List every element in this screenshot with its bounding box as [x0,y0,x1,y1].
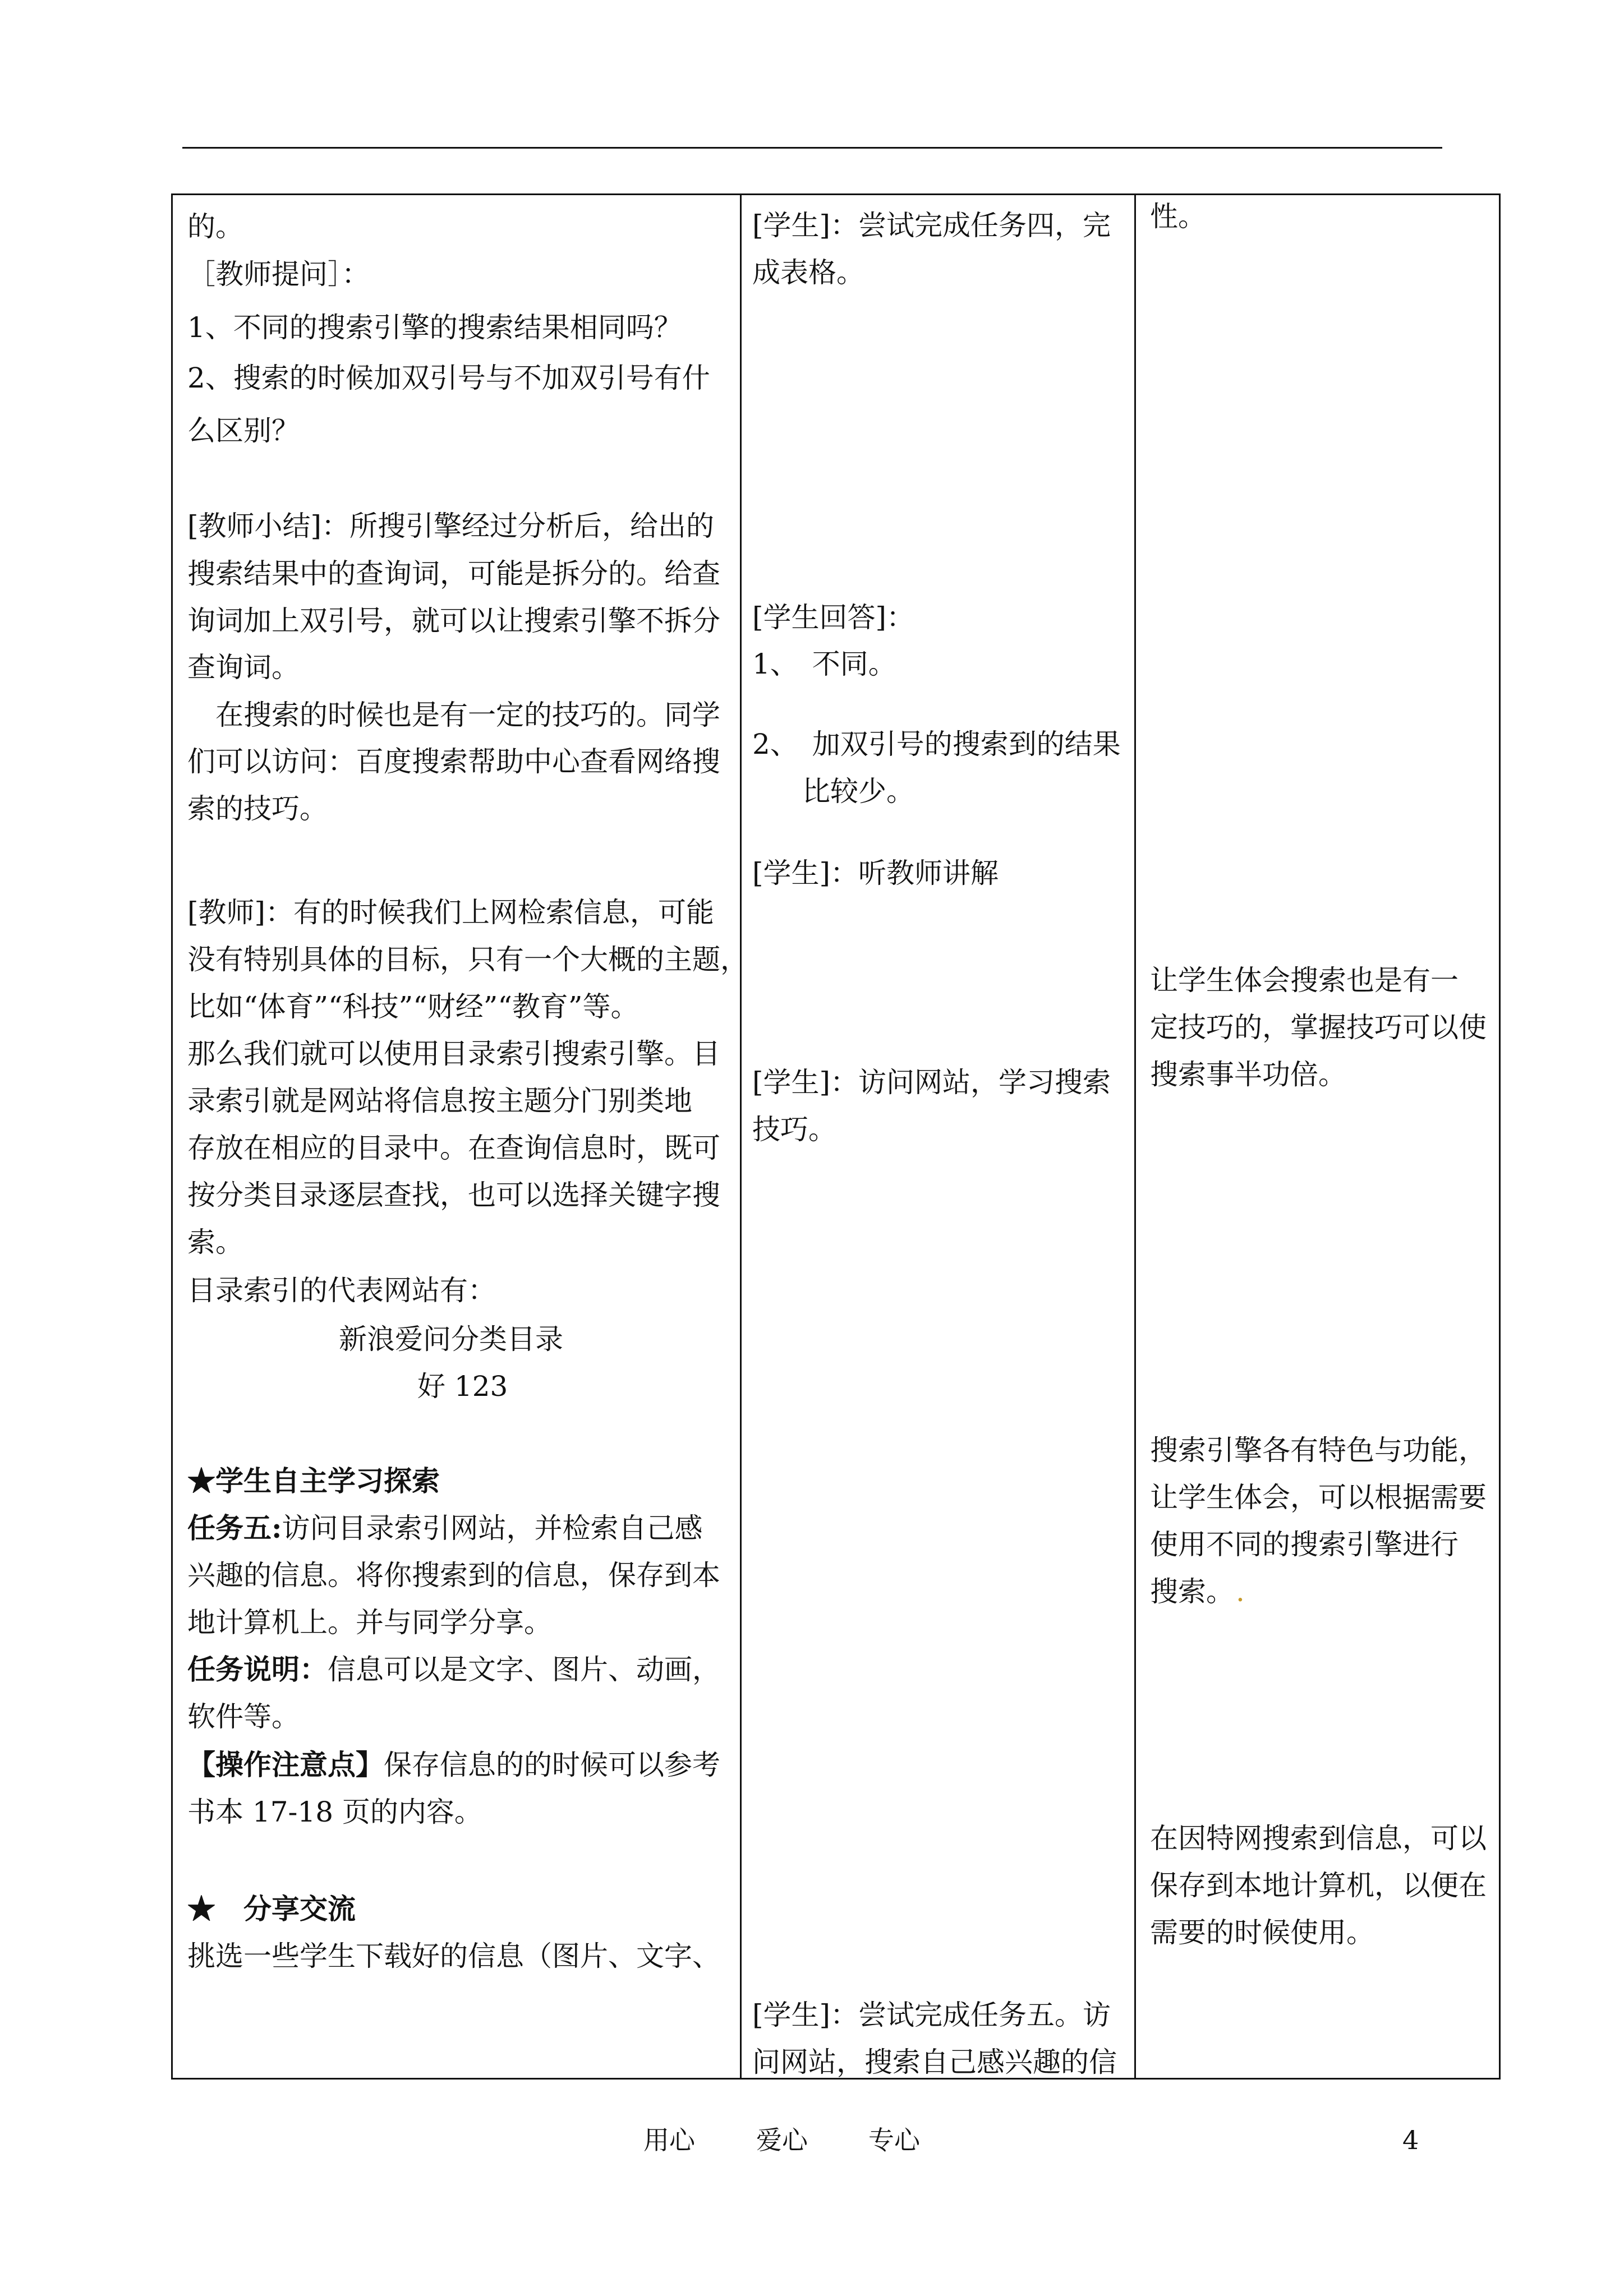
teacher-text-line: 目录索引的代表网站有： [187,1274,496,1307]
intent-text-line: 在因特网搜索到信息，可以 [1150,1822,1487,1855]
task-note-text: 信息可以是文字、图片、动画， [328,1653,720,1686]
teacher-summary-line: [教师小结]：所搜引擎经过分析后，给出的 [187,510,715,542]
teacher-text-line: 比如“体育”“科技”“财经”“教育”等。 [187,990,639,1023]
teacher-text-line: 索。 [187,1226,243,1258]
intent-text-line: 搜索。 [1150,1575,1234,1608]
student-text-line: 技巧。 [752,1113,836,1146]
yellow-speck-mark: . [1236,1575,1245,1608]
intent-text-line: 保存到本地计算机，以便在 [1150,1869,1487,1902]
teacher-question-1: 1、不同的搜索引擎的搜索结果相同吗？ [187,311,682,344]
share-heading: ★ 分享交流 [187,1892,356,1925]
footer-word: 专心 [868,2125,920,2155]
intent-text-line: 需要的时候使用。 [1150,1916,1374,1949]
intent-text-line: 让学生体会搜索也是有一 [1150,964,1459,997]
intent-text-line: 让学生体会，可以根据需要 [1150,1481,1487,1514]
student-answer-1: 1、 不同。 [752,648,896,680]
student-answer-label: [学生回答]： [752,601,915,634]
teacher-tip-line: 们可以访问：百度搜索帮助中心查看网络搜 [187,745,720,778]
intent-text-line: 定技巧的，掌握技巧可以使 [1150,1011,1487,1044]
student-text-line: [学生]：访问网站，学习搜索 [752,1066,1111,1099]
teacher-question-label: ［教师提问］： [187,258,370,291]
student-text-line: [学生]：尝试完成任务四，完 [752,209,1111,242]
student-text-line: [学生]：尝试完成任务五。访 [752,1999,1111,2031]
page-number: 4 [1402,2125,1419,2155]
task-note-text: 软件等。 [187,1700,300,1733]
teacher-summary-line: 查询词。 [187,651,300,684]
task5-line [187,1511,702,1545]
teacher-text-line: 那么我们就可以使用目录索引搜索引擎。目 [187,1038,720,1070]
site-example-1: 新浪爱问分类目录 [339,1323,563,1356]
teacher-question-2: 2、搜索的时候加双引号与不加双引号有什 [187,362,710,394]
teacher-text-line: 么区别？ [187,414,300,447]
intent-text-line: 搜索事半功倍。 [1150,1058,1346,1091]
op-note-label: 【操作注意点】 [187,1748,384,1781]
task5-text: 访问目录索引网站，并检索自己感 [282,1512,703,1545]
teacher-summary-line: 搜索结果中的查询词，可能是拆分的。给查 [187,557,720,590]
site-example-2: 好 123 [417,1370,508,1403]
student-text-line: 成表格。 [752,256,864,289]
task5-label: 任务五: [187,1511,282,1545]
header-rule [182,147,1442,149]
teacher-summary-line: 询词加上双引号，就可以让搜索引擎不拆分 [187,605,720,637]
task-note-label: 任务说明： [187,1653,328,1686]
op-note-text: 保存信息的的时候可以参考 [384,1749,720,1781]
student-text-line: [学生]：听教师讲解 [752,857,999,889]
footer-word: 用心 [643,2125,695,2155]
intent-text-line: 性。 [1150,200,1206,233]
intent-text-line: 使用不同的搜索引擎进行 [1150,1528,1459,1561]
teacher-tip-line: 在搜索的时候也是有一定的技巧的。同学 [215,699,720,731]
teacher-text-line: [教师]：有的时候我们上网检索信息，可能 [187,896,715,929]
teacher-text-line: 按分类目录逐层查找，也可以选择关键字搜 [187,1179,720,1211]
task5-text: 地计算机上。并与同学分享。 [187,1606,552,1639]
teacher-tip-line: 索的技巧。 [187,792,328,825]
intent-text-line: 搜索引擎各有特色与功能， [1150,1434,1487,1467]
teacher-text-line: 没有特别具体的目标，只有一个大概的主题， [187,943,748,976]
student-text-line: 问网站，搜索自己感兴趣的信 [752,2046,1117,2078]
explore-heading: ★学生自主学习探索 [187,1464,440,1497]
student-answer-2: 2、 加双引号的搜索到的结果 [752,728,1121,760]
column-divider-2 [1134,195,1136,2078]
teacher-text-line: 录索引就是网站将信息按主题分门别类地 [187,1085,692,1117]
task5-text: 兴趣的信息。将你搜索到的信息，保存到本 [187,1559,720,1592]
teacher-text-line: 的。 [187,210,243,243]
teacher-text-line: 存放在相应的目录中。在查询信息时，既可 [187,1132,720,1164]
op-note-line [187,1748,720,1782]
column-divider-1 [740,195,742,2078]
task-note-line [187,1653,720,1686]
share-text: 挑选一些学生下载好的信息（图片、文字、 [187,1940,720,1972]
footer-word: 爱心 [756,2125,808,2155]
op-note-text: 书本 17-18 页的内容。 [187,1796,482,1828]
student-answer-2-cont: 比较少。 [802,775,914,808]
